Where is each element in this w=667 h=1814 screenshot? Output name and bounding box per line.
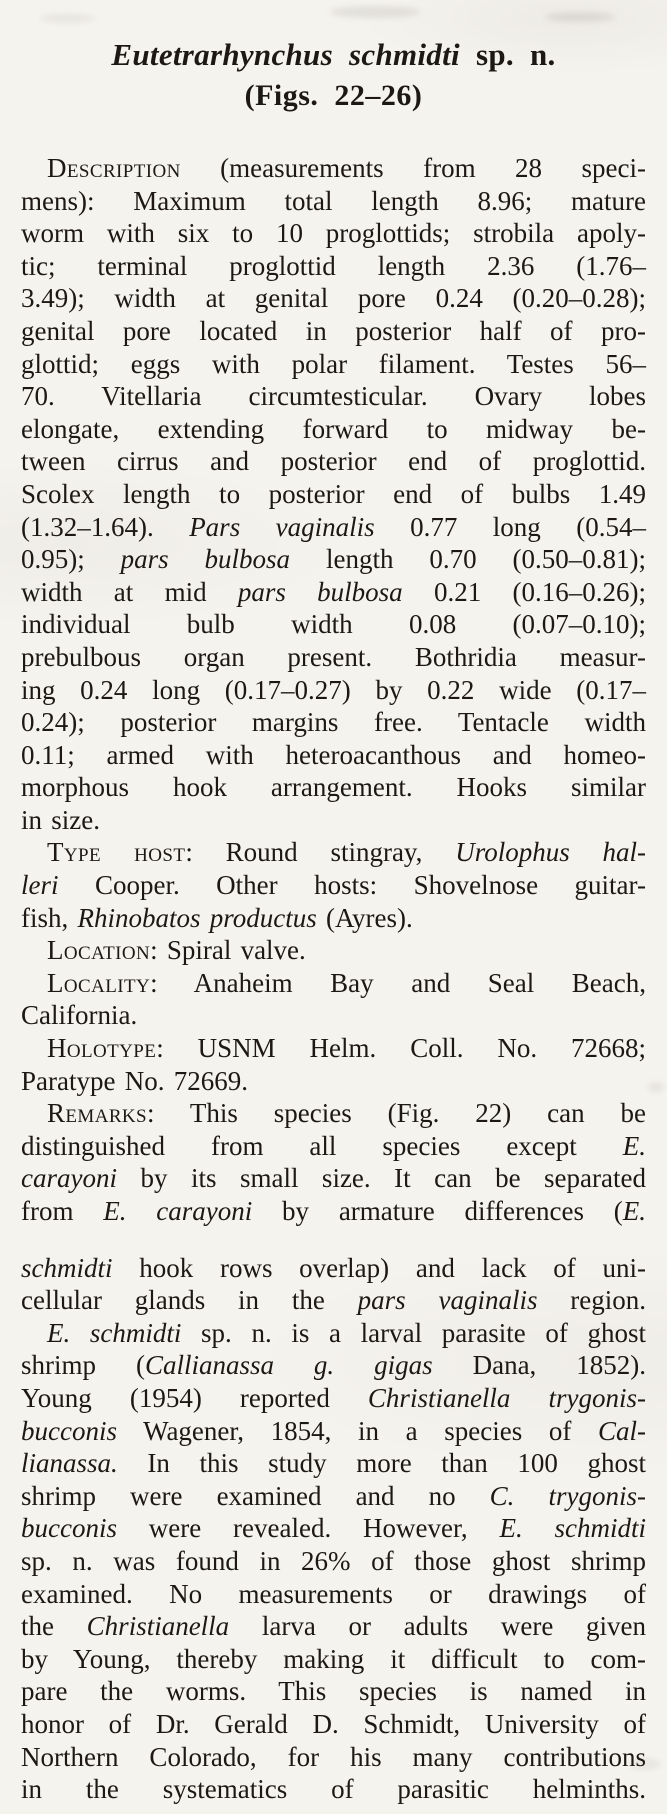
text-line	[21, 576, 646, 609]
text-segment: (1.32–1.64).	[21, 511, 190, 542]
text-segment: 0.24); posterior margins free. Tentacle width	[21, 707, 646, 738]
text-segment: hook rows overlap) and lack of uni-	[112, 1252, 646, 1283]
text-segment: 3.49); width at genital pore 0.24 (0.20–0.28);	[21, 283, 646, 314]
text-line	[21, 1382, 646, 1415]
text-segment: length 0.70 (0.50–0.81);	[290, 544, 646, 575]
text-segment: worm with six to 10 proglottids; strobila apoly-	[21, 218, 646, 249]
text-segment: Urolophus hal-	[455, 837, 646, 868]
text-segment: : Round stingray,	[185, 837, 456, 868]
text-line	[21, 641, 646, 674]
text-segment: by armature differences (	[252, 1196, 623, 1226]
text-segment: : Spiral valve.	[150, 935, 306, 966]
text-line	[21, 1065, 646, 1098]
text-segment: fish,	[21, 902, 78, 933]
text-line	[21, 608, 646, 641]
text-segment: In this study more than 100 ghost	[117, 1448, 646, 1479]
text-line	[21, 869, 646, 902]
text-line	[21, 217, 646, 250]
text-line	[21, 836, 646, 869]
text-segment: pars bulbosa	[120, 544, 291, 575]
scan-smudge	[40, 14, 95, 23]
text-segment: 0.21 (0.16–0.26);	[402, 576, 646, 607]
text-line	[21, 185, 646, 218]
text-segment: Description	[47, 153, 181, 183]
text-segment: Eutetrarhynchus schmidti	[111, 37, 460, 72]
text-segment: Type host	[47, 837, 186, 868]
text-line	[21, 282, 646, 315]
text-segment: (measurements from 28 speci-	[180, 153, 646, 183]
text-line	[21, 739, 646, 772]
text-line	[21, 804, 646, 837]
text-segment: 0.11; armed with heteroacanthous and homeo-	[21, 739, 646, 770]
body-block	[21, 152, 646, 1806]
text-line	[21, 902, 646, 935]
text-segment: in the systematics of parasitic helminths.	[21, 1774, 646, 1805]
scan-smudge	[545, 12, 615, 22]
text-line	[21, 1545, 646, 1578]
text-segment: 0.77 long (0.54–	[374, 511, 646, 542]
text-segment: carayoni	[21, 1163, 117, 1194]
text-line	[21, 1032, 646, 1065]
text-segment: Rhinobatos productus	[77, 902, 317, 933]
text-segment: Cal-	[597, 1415, 646, 1446]
text-segment: Locality	[47, 967, 151, 998]
text-line	[21, 674, 646, 707]
text-segment: Pars vaginalis	[189, 511, 375, 542]
text-segment: Holotype	[47, 1033, 157, 1064]
text-line	[21, 1480, 646, 1513]
text-segment: pars bulbosa	[237, 576, 403, 607]
text-line	[21, 706, 646, 739]
title-block	[21, 34, 646, 116]
text-segment: sp. n. is a larval parasite of ghost	[181, 1317, 646, 1348]
text-segment: Cooper. Other hosts: Shovelnose guitar-	[58, 870, 646, 901]
text-line	[21, 967, 646, 1000]
scan-smudge	[648, 1082, 664, 1092]
text-segment: by its small size. It can be separated	[116, 1163, 646, 1194]
text-segment: shrimp (	[21, 1350, 145, 1381]
text-segment: bucconis	[21, 1513, 117, 1544]
text-segment: Young (1954) reported	[21, 1382, 368, 1413]
text-segment: prebulbous organ present. Bothridia measur-	[21, 641, 646, 672]
text-segment: pars vaginalis	[357, 1285, 538, 1316]
text-line	[21, 478, 646, 511]
text-segment: shrimp were examined and no	[21, 1480, 490, 1511]
text-segment: : This species (Fig. 22) can be	[147, 1098, 646, 1129]
text-line	[21, 152, 646, 185]
text-segment: Christianella	[86, 1611, 230, 1642]
text-segment: E. carayoni	[103, 1196, 253, 1226]
text-segment: E. schmidti	[499, 1513, 646, 1544]
text-segment: mens): Maximum total length 8.96; mature	[21, 185, 646, 216]
text-segment: : USNM Helm. Coll. No. 72668;	[156, 1033, 646, 1064]
text-segment: individual bulb width 0.08 (0.07–0.10);	[21, 609, 646, 640]
text-line	[21, 1675, 646, 1708]
text-line	[21, 1578, 646, 1611]
text-segment: tween cirrus and posterior end of proglottid.	[21, 446, 646, 477]
text-segment: from	[21, 1196, 104, 1226]
text-segment: morphous hook arrangement. Hooks similar	[21, 772, 646, 803]
text-segment: sp. n. was found in 26% of those ghost shrimp	[21, 1545, 646, 1576]
text-segment: Location	[47, 935, 151, 966]
text-segment: : Anaheim Bay and Seal Beach,	[150, 967, 646, 998]
scan-smudge	[330, 6, 420, 18]
text-segment: by Young, thereby making it difficult to com-	[21, 1643, 646, 1674]
text-segment: California.	[21, 1000, 138, 1031]
text-segment: glottid; eggs with polar filament. Testes 56–	[21, 348, 646, 379]
text-segment: distinguished from all species except	[21, 1130, 623, 1161]
text-segment: width at mid	[21, 576, 238, 607]
text-segment: larva or adults were given	[229, 1611, 646, 1642]
text-line	[21, 1447, 646, 1480]
text-segment: bucconis	[21, 1415, 117, 1446]
text-segment: schmidti	[21, 1252, 113, 1283]
text-line	[21, 1284, 646, 1317]
text-segment: Paratype No. 72669.	[21, 1065, 248, 1096]
text-line	[21, 1610, 646, 1643]
text-line	[21, 1349, 646, 1382]
text-segment: C. trygonis-	[489, 1480, 646, 1511]
text-line	[21, 543, 646, 576]
text-segment: Christianella trygonis-	[367, 1382, 646, 1413]
text-segment: ing 0.24 long (0.17–0.27) by 0.22 wide (0.17–	[21, 674, 646, 705]
text-line	[21, 1741, 646, 1774]
text-segment: region.	[537, 1285, 646, 1316]
text-segment: Wagener, 1854, in a species of	[116, 1415, 598, 1446]
text-segment: Scolex length to posterior end of bulbs 1.49	[21, 478, 646, 509]
text-segment: Dana, 1852).	[432, 1350, 646, 1381]
text-line	[21, 380, 646, 413]
text-line	[21, 1162, 646, 1195]
text-line	[21, 999, 646, 1032]
text-segment: (Ayres).	[316, 902, 413, 933]
text-line	[21, 771, 646, 804]
text-segment: E.	[622, 1130, 646, 1161]
text-segment: genital pore located in posterior half of pro-	[21, 315, 646, 346]
text-segment: Northern Colorado, for his many contributions	[21, 1741, 646, 1772]
text-segment: (Figs. 22–26)	[244, 79, 423, 112]
text-line	[21, 1317, 646, 1350]
text-line	[21, 445, 646, 478]
text-segment: E. schmidti	[47, 1317, 182, 1348]
text-line	[21, 1252, 646, 1285]
text-segment: pare the worms. This species is named in	[21, 1676, 646, 1707]
text-segment: sp. n.	[459, 37, 556, 72]
text-line	[21, 348, 646, 381]
text-segment: lianassa.	[21, 1448, 118, 1479]
text-segment: tic; terminal proglottid length 2.36 (1.76–	[21, 250, 646, 281]
species-title	[21, 34, 646, 75]
text-segment: leri	[21, 870, 59, 901]
text-line	[21, 315, 646, 348]
text-line	[21, 934, 646, 967]
figure-reference	[21, 75, 646, 116]
text-segment: E.	[622, 1196, 646, 1226]
text-line	[21, 1130, 646, 1163]
text-segment: 70. Vitellaria circumtesticular. Ovary lobes	[21, 381, 646, 412]
text-line	[21, 1195, 646, 1228]
text-line	[21, 1643, 646, 1676]
text-segment: cellular glands in the	[21, 1285, 358, 1316]
text-line	[21, 413, 646, 446]
text-line	[21, 1097, 646, 1130]
text-segment: 0.95);	[21, 544, 121, 575]
text-line	[21, 511, 646, 544]
text-segment: honor of Dr. Gerald D. Schmidt, University of	[21, 1708, 646, 1739]
text-segment: elongate, extending forward to midway be-	[21, 413, 646, 444]
text-segment: were revealed. However,	[116, 1513, 500, 1544]
text-segment: in size.	[21, 804, 100, 835]
text-line	[21, 1512, 646, 1545]
text-line	[21, 250, 646, 283]
text-line	[21, 1773, 646, 1806]
text-segment: examined. No measurements or drawings of	[21, 1578, 646, 1609]
text-line	[21, 1415, 646, 1448]
text-segment: Callianassa g. gigas	[144, 1350, 433, 1381]
text-line	[21, 1708, 646, 1741]
text-segment: Remarks	[47, 1098, 147, 1129]
text-segment: the	[21, 1611, 87, 1642]
